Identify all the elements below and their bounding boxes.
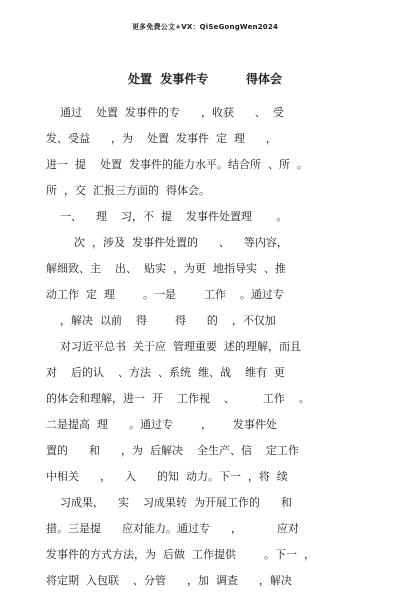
body-line: 所 ，交 汇报三方面的 得体会。: [46, 184, 210, 197]
body-line: 的体会和理解，进一 开 工作视 、 工作 。: [46, 392, 310, 405]
body-line: 进一 提 处置 发事件的能力水平。结合所 、所 。: [46, 158, 308, 171]
body-line: 置的 和 ，为 后解决 全生产、信 定工作: [46, 444, 299, 457]
document-body: [46, 100, 376, 594]
body-line: 中相关 ， 入 的知 动力。下一 ，将 续: [46, 470, 288, 483]
body-line: 措。三是提 应对能力。通过专 ， 应对: [46, 522, 299, 535]
body-line: 次 ，涉及 发事件处置的 、 等内容，: [46, 236, 288, 249]
body-line: 对习近平总书 关于应 管理重要 述的理解，而且: [46, 340, 301, 353]
body-line: 二是提高 理 。通过专 ， 发事件处: [46, 418, 277, 431]
body-line: 解细致、主 出、 贴实 ，为更 地指导实 、推: [46, 262, 286, 275]
body-line: 发、受益 ，为 处置 发事件 定 理 ，: [46, 132, 277, 145]
header-note: 更多免费公文+VX：QiSeGongWen2024: [131, 23, 279, 31]
body-line: 动工作 定 理 。一是 工作 。通过专: [46, 288, 284, 301]
body-line: 一、 理 习，不 提 发事件处置理 。: [46, 210, 288, 223]
document-title: 处置 发事件专 得体会: [128, 72, 282, 86]
body-line: 通过 处置 发事件的专 ，收获 、 受: [46, 106, 284, 119]
body-line: 将定期 入包联 、分管 ，加 调查 ，解决: [46, 574, 292, 587]
body-line: ，解决 以前 得 得 的 ，不仅加: [46, 314, 276, 327]
body-line: 发事件的方式方法，为 后做 工作提供 。下一 ，: [46, 548, 315, 561]
body-line: 对 后的认 、方法 、系统 维、战 维有 更: [46, 366, 285, 379]
body-line: 习成果， 实 习成果转 为开展工作的 和: [46, 496, 292, 509]
